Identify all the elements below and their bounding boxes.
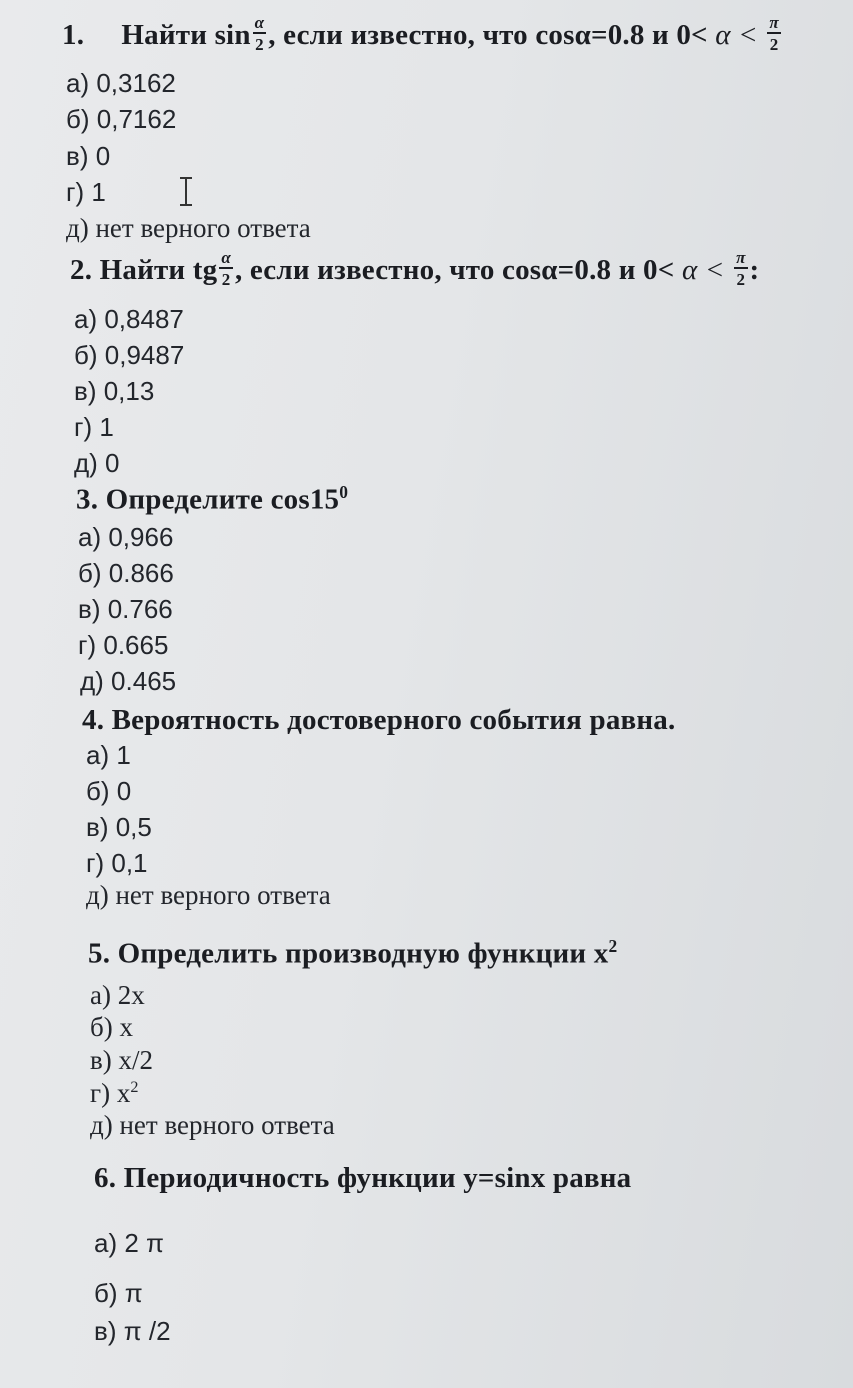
- q2-option-e: д) 0: [74, 448, 120, 478]
- fraction-numerator: π: [769, 13, 779, 32]
- question-5-title: [88, 936, 617, 971]
- less-than: <: [704, 254, 725, 287]
- question-number: 2.: [70, 254, 93, 287]
- question-3-title: [76, 482, 348, 517]
- fraction-denominator: 2: [255, 35, 264, 54]
- q5-option-c: в) х/2: [90, 1045, 153, 1075]
- question-text: :: [749, 254, 760, 287]
- question-2-title: [70, 248, 760, 292]
- question-text: Найти tg: [99, 254, 218, 287]
- power-superscript: 2: [130, 1078, 139, 1096]
- text-cursor-icon: [180, 176, 192, 206]
- question-text: , если известно, что cosα=0.8 и 0<: [234, 254, 675, 287]
- question-4-title: [82, 704, 675, 737]
- q4-option-e: д) нет верного ответа: [86, 880, 331, 910]
- question-6-title: [94, 1162, 631, 1195]
- q1-option-b: б) 0,7162: [66, 104, 177, 134]
- q1-option-c: в) 0: [66, 141, 111, 171]
- option-text: г) х: [90, 1078, 131, 1108]
- q4-option-a: а) 1: [86, 740, 131, 770]
- question-number: 1.: [62, 19, 85, 52]
- fraction-denominator: 2: [769, 35, 779, 54]
- q6-option-a: а) 2 π: [94, 1228, 164, 1258]
- q4-option-b: б) 0: [86, 776, 132, 806]
- q4-option-c: в) 0,5: [86, 812, 152, 842]
- q5-option-e: д) нет верного ответа: [90, 1110, 335, 1140]
- q2-option-a: а) 0,8487: [74, 304, 184, 334]
- power-superscript: 2: [608, 936, 618, 956]
- fraction: [219, 249, 233, 288]
- q6-option-b: б) π: [94, 1278, 143, 1308]
- q6-option-c: в) π /2: [94, 1316, 171, 1346]
- q1-option-a: а) 0,3162: [66, 68, 176, 98]
- q5-option-d: [90, 1078, 138, 1109]
- q2-option-b: б) 0,9487: [74, 340, 185, 370]
- question-text: 5. Определить производную функции х: [88, 937, 609, 970]
- fraction-numerator: α: [254, 13, 265, 32]
- question-text: 6. Периодичность функции у=sinx равна: [94, 1162, 632, 1194]
- fraction-denominator: 2: [736, 270, 746, 289]
- fraction-numerator: π: [736, 248, 746, 267]
- question-1-title: [62, 13, 783, 57]
- q4-option-d: г) 0,1: [86, 848, 148, 878]
- q1-option-d: г) 1: [66, 177, 106, 207]
- less-than: <: [738, 19, 758, 52]
- alpha-symbol: α: [681, 254, 698, 287]
- q3-option-a: а) 0,966: [78, 522, 174, 552]
- fraction: [253, 14, 267, 53]
- alpha-symbol: α: [715, 19, 731, 52]
- q2-option-d: г) 1: [74, 412, 114, 442]
- fraction-denominator: 2: [221, 270, 231, 289]
- q3-option-b: б) 0.866: [78, 558, 174, 588]
- question-text: , если известно, что cosα=0.8 и 0<: [268, 19, 708, 52]
- q2-option-c: в) 0,13: [74, 376, 155, 406]
- q1-option-e: д) нет верного ответа: [66, 213, 311, 243]
- q3-option-d: г) 0.665: [78, 630, 169, 660]
- fraction-numerator: α: [221, 248, 231, 267]
- question-text: 3. Определите cos15: [76, 483, 340, 516]
- degree-superscript: 0: [339, 482, 349, 502]
- fraction-pi-over-2: [767, 14, 780, 53]
- q5-option-b: б) х: [90, 1012, 133, 1042]
- q3-option-e: д) 0.465: [80, 666, 177, 696]
- q3-option-c: в) 0.766: [78, 594, 173, 624]
- q5-option-a: а) 2х: [90, 980, 145, 1010]
- question-text: 4. Вероятность достоверного события равна.: [82, 704, 676, 736]
- question-text: Найти sin: [121, 19, 251, 52]
- fraction-pi-over-2: [734, 249, 747, 288]
